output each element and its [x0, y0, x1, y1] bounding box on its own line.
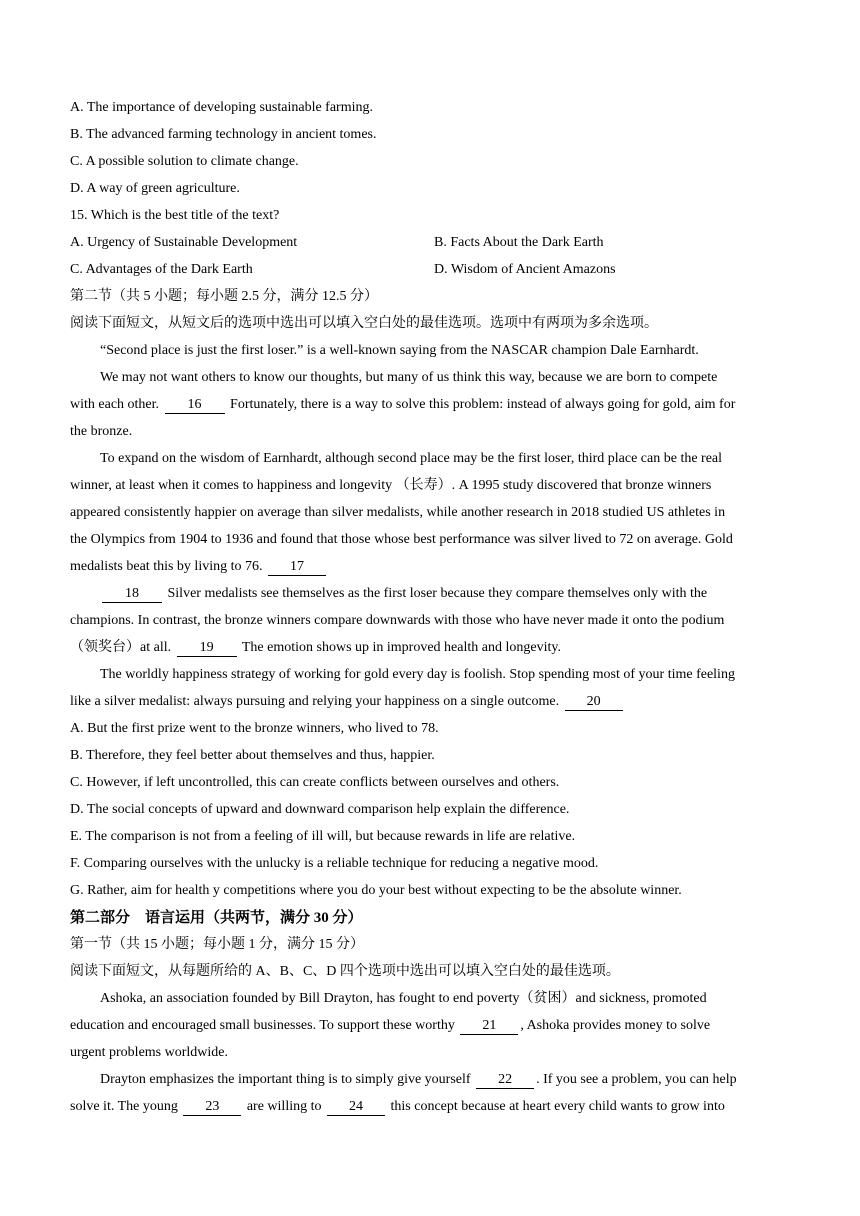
passage-text: with each other.: [70, 397, 160, 412]
section-instruction: 阅读下面短文，从短文后的选项中选出可以填入空白处的最佳选项。选项中有两项为多余选项。: [70, 316, 658, 331]
passage-text: , Ashoka provides money to solve: [520, 1018, 711, 1033]
q15-option-c: C. Advantages of the Dark Earth: [70, 262, 253, 277]
q15-option-a: A. Urgency of Sustainable Development: [70, 235, 298, 250]
passage-text: like a silver medalist: always pursuing and relying your happiness on a single outcome.: [70, 694, 560, 709]
passage-line: champions. In contrast, the bronze winners compare downwards with those who have never made it onto the podium: [70, 613, 725, 628]
blank-16[interactable]: 16: [165, 397, 225, 414]
passage-line: [70, 693, 800, 711]
passage-line: [70, 639, 800, 657]
passage-text: education and encouraged small businesses. To support these worthy: [70, 1018, 455, 1033]
section-header: 第二节（共 5 小题；每小题 2.5 分，满分 12.5 分）: [70, 289, 378, 304]
passage-line: urgent problems worldwide.: [70, 1045, 228, 1060]
section-instruction: 阅读下面短文，从每题所给的 A、B、C、D 四个选项中选出可以填入空白处的最佳选项。: [70, 964, 620, 979]
passage-line: [100, 1071, 800, 1089]
passage-text: medalists beat this by living to 76.: [70, 559, 263, 574]
passage-line: winner, at least when it comes to happiness and longevity （长寿）. A 1995 study discovered that bronze winners: [70, 478, 712, 493]
passage-line: [70, 1017, 800, 1035]
passage-line: The worldly happiness strategy of working for gold every day is foolish. Stop spending most of your time feeling: [100, 667, 735, 682]
passage-line: the Olympics from 1904 to 1936 and found that those whose best performance was silver lived to 72 on average. Gold: [70, 532, 733, 547]
choice-b: B. Therefore, they feel better about themselves and thus, happier.: [70, 748, 435, 763]
passage-line: [70, 1098, 800, 1116]
choice-g: G. Rather, aim for health y competitions where you do your best without expecting to be the absolute winner.: [70, 883, 682, 898]
choice-a: A. But the first prize went to the bronze winners, who lived to 78.: [70, 721, 439, 736]
passage-line: To expand on the wisdom of Earnhardt, although second place may be the first loser, third place can be the real: [100, 451, 723, 466]
q15-option-d: D. Wisdom of Ancient Amazons: [434, 262, 616, 277]
choice-f: F. Comparing ourselves with the unlucky is a reliable technique for reducing a negative mood.: [70, 856, 599, 871]
option-a: A. The importance of developing sustainable farming.: [70, 100, 373, 115]
blank-24[interactable]: 24: [327, 1099, 385, 1116]
passage-text: Drayton emphasizes the important thing is to simply give yourself: [100, 1072, 471, 1087]
passage-text: （领奖台）at all.: [70, 640, 172, 655]
option-c: C. A possible solution to climate change.: [70, 154, 299, 169]
blank-23[interactable]: 23: [183, 1099, 241, 1116]
blank-17[interactable]: 17: [268, 559, 326, 576]
passage-text: The emotion shows up in improved health and longevity.: [241, 640, 561, 655]
passage-line: appeared consistently happier on average than silver medalists, while another research in 2018 studied US athletes in: [70, 505, 726, 520]
blank-19[interactable]: 19: [177, 640, 237, 657]
passage-line: Ashoka, an association founded by Bill Drayton, has fought to end poverty（贫困）and sickness, promoted: [100, 991, 707, 1006]
passage-text: are willing to: [246, 1099, 322, 1114]
passage-line: [70, 558, 800, 576]
passage-text: solve it. The young: [70, 1099, 178, 1114]
question-15: 15. Which is the best title of the text?: [70, 208, 280, 223]
passage-line: [70, 396, 800, 414]
blank-18[interactable]: 18: [102, 586, 162, 603]
part-heading: 第二部分 语言运用（共两节，满分 30 分）: [70, 910, 363, 926]
passage-line: We may not want others to know our thoughts, but many of us think this way, because we are born to compete: [100, 370, 718, 385]
option-b: B. The advanced farming technology in ancient tomes.: [70, 127, 377, 142]
section-header: 第一节（共 15 小题；每小题 1 分，满分 15 分）: [70, 937, 364, 952]
q15-option-b: B. Facts About the Dark Earth: [434, 235, 604, 250]
passage-line: [100, 585, 800, 603]
passage-text: this concept because at heart every child wants to grow into: [390, 1099, 725, 1114]
passage-text: Silver medalists see themselves as the first loser because they compare themselves only with the: [167, 586, 708, 601]
blank-21[interactable]: 21: [460, 1018, 518, 1035]
option-d: D. A way of green agriculture.: [70, 181, 240, 196]
choice-d: D. The social concepts of upward and downward comparison help explain the difference.: [70, 802, 570, 817]
passage-line: the bronze.: [70, 424, 133, 439]
choice-e: E. The comparison is not from a feeling of ill will, but because rewards in life are relative.: [70, 829, 576, 844]
passage-text: Fortunately, there is a way to solve this problem: instead of always going for gold, aim for: [230, 397, 736, 412]
choice-c: C. However, if left uncontrolled, this can create conflicts between ourselves and others.: [70, 775, 560, 790]
passage-line: “Second place is just the first loser.” is a well-known saying from the NASCAR champion Dale Earnhardt.: [100, 343, 699, 358]
blank-22[interactable]: 22: [476, 1072, 534, 1089]
passage-text: . If you see a problem, you can help: [536, 1072, 737, 1087]
blank-20[interactable]: 20: [565, 694, 623, 711]
